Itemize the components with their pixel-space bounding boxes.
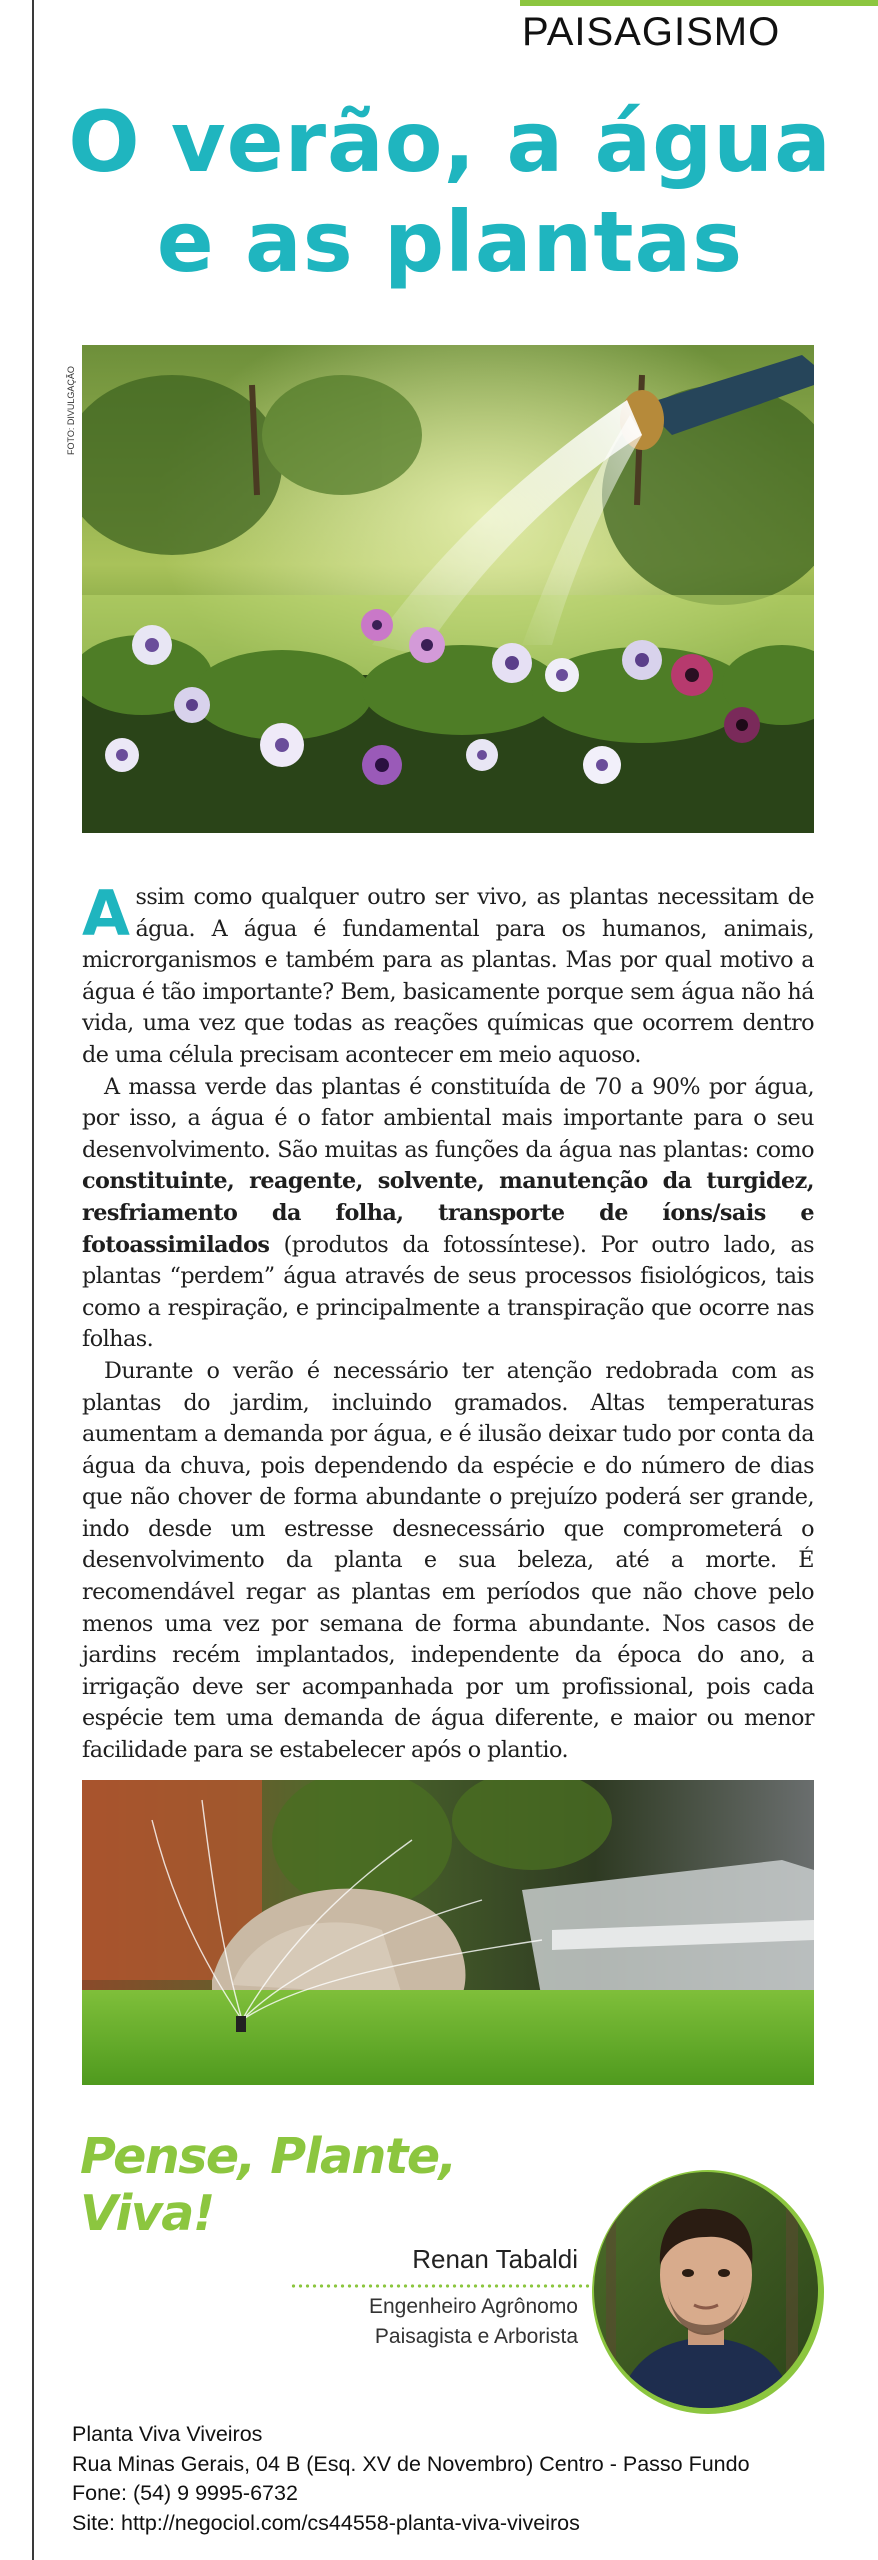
article-title — [60, 92, 840, 292]
paragraph-2-bold: constituinte, reagente, solvente, manutenção da turgidez, resfriamento da folha, transporte de íons/sais e fotoassimilados — [82, 1168, 814, 1258]
author-avatar — [586, 2165, 826, 2415]
photo-credit: FOTO: DIVULGAÇÃO — [66, 366, 76, 455]
paragraph-1: Assim como qualquer outro ser vivo, as plantas necessitam de água. A água é fundamental para os humanos, animais, microrganismos e também para as plantas. Mas por qual motivo a água é tão importante? Bem, basicamente porque sem água não há vida, uma vez que todas as reações químicas que ocorrem dentro de uma célula precisam acontecer em meio aquoso. — [82, 877, 814, 1068]
paragraph-3: Durante o verão é necessário ter atenção redobrada com as plantas do jardim, incluindo gramados. Altas temperaturas aumentam a demanda por água, e é ilusão deixar tudo por conta da água da chuva, pois dependendo da espécie e do número de dias que não chover de forma abundante o prejuízo poderá ser grande, indo desde um estresse desnecessário que comprometerá o desenvolvimento da planta e sua beleza, até a morte. É recomendável regar as plantas em períodos que não chove pelo menos uma vez por semana de forma abundante. Nos casos de jardins recém implantados, independente da época do ano, a irrigação deve ser acompanhada por um profissional, pois cada espécie tem uma demanda de água diferente, e maior ou menor facilidade para se estabelecer após o plantio. — [82, 1357, 814, 1764]
footer-contact — [72, 2420, 852, 2538]
title-line-2: e as plantas — [156, 193, 744, 291]
section-label: PAISAGISMO — [522, 10, 781, 54]
author-role — [270, 2292, 578, 2352]
company-phone: Fone: (54) 9 9995-6732 — [72, 2481, 298, 2505]
dotted-divider — [290, 2284, 590, 2288]
section-accent-bar — [520, 0, 878, 6]
author-name: Renan Tabaldi — [412, 2244, 578, 2274]
left-margin-rule — [32, 0, 34, 2560]
company-address: Rua Minas Gerais, 04 B (Esq. XV de Novembro) Centro - Passo Fundo — [72, 2451, 750, 2476]
sprinkler-photo — [82, 1780, 814, 2085]
article-body — [82, 877, 814, 1767]
company-name: Planta Viva Viveiros — [72, 2422, 263, 2446]
paragraph-2: A massa verde das plantas é constituída de 70 a 90% por água, por isso, a água é o fator ambiental mais importante para o seu desenvolvimento. São muitas as funções da água nas plantas: como constituinte, reagente, solvente, manutenção da turgidez, resfriamento da folha, transporte de íons/sais e fotoassimilados (produtos da fotossíntese). Por outro lado, as plantas “perdem” água através de seus processos fisiológicos, tais como a respiração, e principalmente a transpiração que ocorre nas folhas. — [82, 1073, 814, 1353]
company-site: Site: http://negociol.com/cs44558-planta-viva-viveiros — [72, 2510, 580, 2535]
watering-can-photo — [82, 345, 814, 833]
title-line-1: O verão, a água — [68, 93, 832, 191]
author-role-line-1: Engenheiro Agrônomo — [369, 2295, 578, 2318]
author-role-line-2: Paisagista e Arborista — [374, 2325, 578, 2348]
slogan: Pense, Plante, Viva! — [80, 2128, 456, 2242]
drop-cap: A — [82, 877, 130, 950]
